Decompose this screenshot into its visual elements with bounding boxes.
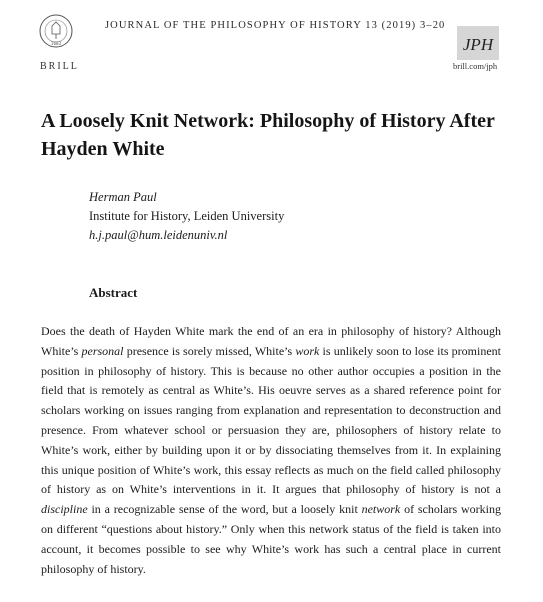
author-name: Herman Paul (89, 190, 157, 204)
abstract-text-1: Does the death of Hayden White mark the end of an era in philosophy of history? Although White’s (41, 324, 501, 358)
badge-text: JPH (462, 35, 494, 54)
logo-year: 1683 (50, 41, 62, 46)
author-email[interactable]: h.j.paul@hum.leidenuniv.nl (89, 228, 228, 242)
journal-badge-icon (457, 26, 499, 60)
abstract-text-3: is unlikely soon to lose its prominent position in philosophy of history. This is because no other author occupies a position in the field that is remotely as central as White’s. His oeuvre serves as a shared reference point for scholars working on issues ranging from explanation and representation to deconstruction and presence. From whatever school or persuasion they are, philosophers of history relate to White’s work, either by building upon it or by dissociating themselves from it. In explaining this unique position of White’s work, this essay reflects as much on the field called philosophy of history as on White’s interventions in it. It argues that philosophy of history is not a (41, 343, 502, 497)
abstract-emphasis-network: network (361, 502, 401, 517)
journal-header: JOURNAL OF THE PHILOSOPHY OF HISTORY 13 (2019) 3–20 (105, 20, 446, 31)
publisher-name: BRILL (40, 61, 79, 72)
journal-url[interactable]: brill.com/jph (453, 61, 498, 71)
brill-logo-icon (38, 12, 74, 50)
abstract-heading: Abstract (89, 285, 138, 300)
abstract-emphasis-discipline: discipline (41, 502, 88, 517)
author-affiliation: Institute for History, Leiden University (89, 209, 285, 223)
article-title: A Loosely Knit Network: Philosophy of History After Hayden White (41, 110, 495, 160)
abstract-text-2: presence is sorely missed, White’s (123, 343, 296, 358)
abstract-text-5: of scholars working on different “questions about history.” Only when this network status of the field is taken into account, it becomes possible to see why White’s work has such a central place in current philosophy of history. (41, 502, 501, 576)
abstract-text-4: in a recognizable sense of the word, but a loosely knit (87, 502, 362, 517)
abstract-text (41, 322, 501, 579)
abstract-emphasis-work: work (295, 343, 320, 358)
abstract-emphasis-personal: personal (81, 343, 124, 358)
author-block (89, 188, 284, 245)
